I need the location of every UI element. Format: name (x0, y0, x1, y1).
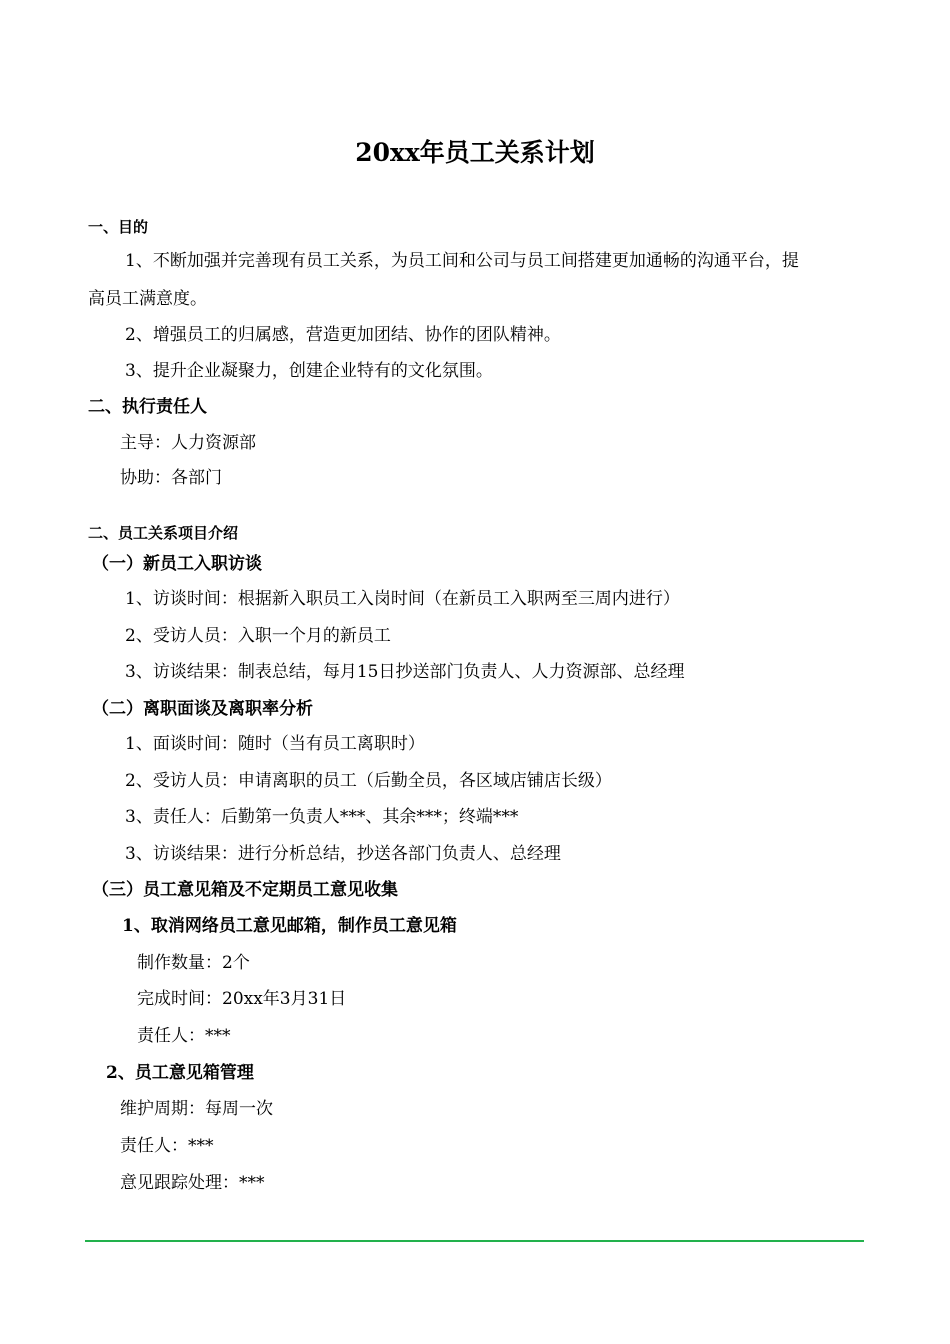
new-hire-item-2: 2、受访人员：入职一个月的新员工 (125, 626, 391, 646)
purpose-item-2: 2、增强员工的归属感，营造更加团结、协作的团队精神。 (125, 325, 561, 345)
footer-divider (85, 1240, 864, 1242)
feedback-maintenance-cycle: 维护周期：每周一次 (120, 1099, 273, 1119)
new-hire-item-1: 1、访谈时间：根据新入职员工入岗时间（在新员工入职两至三周内进行） (125, 589, 680, 609)
owner-lead: 主导：人力资源部 (120, 433, 256, 453)
feedback-box-owner: 责任人：*** (137, 1026, 231, 1046)
subsection-new-hire-heading: （一）新员工入职访谈 (92, 554, 262, 574)
exit-item-1: 1、面谈时间：随时（当有员工离职时） (125, 734, 425, 754)
section-purpose-heading: 一、目的 (88, 218, 149, 236)
feedback-part-2-heading: 2、员工意见箱管理 (106, 1063, 254, 1083)
new-hire-item-3: 3、访谈结果：制表总结，每月15日抄送部门负责人、人力资源部、总经理 (125, 662, 685, 682)
document-title: 20xx年员工关系计划 (355, 138, 595, 167)
feedback-follow-up: 意见跟踪处理：*** (120, 1173, 265, 1193)
feedback-box-quantity: 制作数量：2个 (137, 953, 250, 973)
subsection-exit-heading: （二）离职面谈及离职率分析 (92, 699, 313, 719)
section-owner-heading: 二、执行责任人 (88, 397, 207, 417)
purpose-item-1-line-1: 1、不断加强并完善现有员工关系，为员工间和公司与员工间搭建更加通畅的沟通平台，提 (125, 251, 799, 271)
feedback-management-owner: 责任人：*** (120, 1136, 214, 1156)
purpose-item-1-line-2: 高员工满意度。 (88, 289, 207, 309)
exit-item-4: 3、访谈结果：进行分析总结，抄送各部门负责人、总经理 (125, 844, 561, 864)
exit-item-2: 2、受访人员：申请离职的员工（后勤全员，各区域店铺店长级） (125, 771, 612, 791)
owner-assist: 协助：各部门 (120, 468, 222, 488)
section-projects-heading: 二、员工关系项目介绍 (88, 524, 239, 542)
feedback-box-completion-date: 完成时间：20xx年3月31日 (137, 989, 347, 1009)
subsection-feedback-heading: （三）员工意见箱及不定期员工意见收集 (92, 880, 398, 900)
exit-item-3: 3、责任人：后勤第一负责人***、其余***；终端*** (125, 807, 519, 827)
purpose-item-3: 3、提升企业凝聚力，创建企业特有的文化氛围。 (125, 361, 493, 381)
feedback-part-1-heading: 1、取消网络员工意见邮箱，制作员工意见箱 (122, 916, 457, 936)
